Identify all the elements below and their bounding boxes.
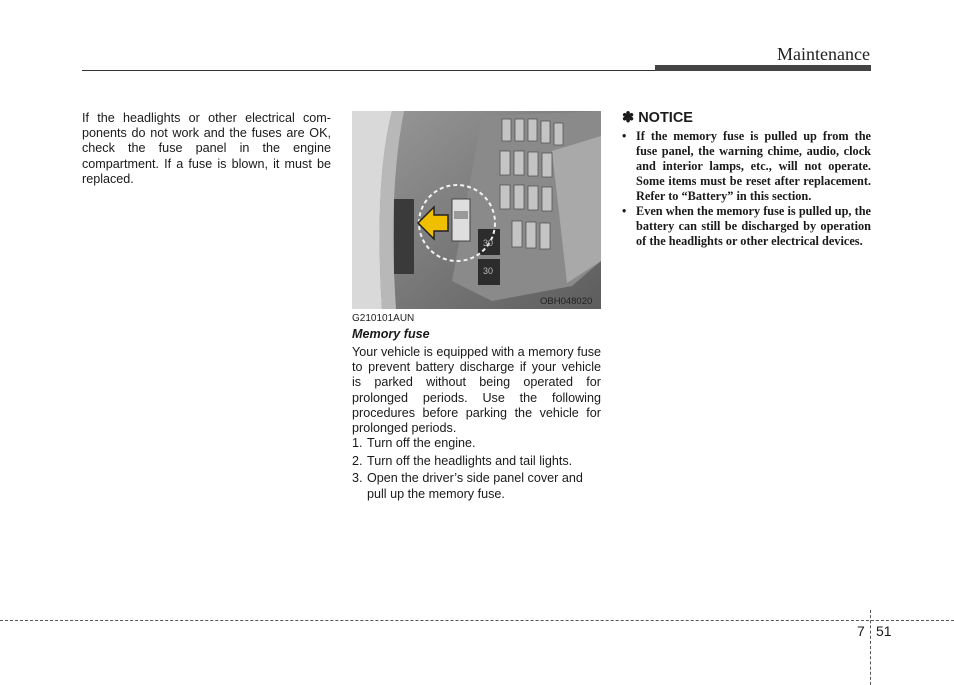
notice-bullet-text: If the memory fuse is pulled up from the fuse panel, the warning chime, audio, clock and interior lamps, etc., will not operate. Some items must be reset after replacement. Refer to “Battery” in this section. — [636, 129, 871, 203]
step-number: 3. — [352, 471, 363, 486]
page-header-title: Maintenance — [777, 44, 870, 64]
procedure-step — [352, 436, 602, 451]
step-text: Open the driver’s side panel cover and pull up the memory fuse. — [367, 471, 583, 501]
section-code: G210101AUN — [352, 313, 415, 324]
subheading: Memory fuse — [352, 327, 430, 341]
step-text: Turn off the engine. — [367, 436, 476, 450]
footer-divider — [870, 610, 871, 685]
step-number: 2. — [352, 453, 363, 468]
fuse-label: 30 — [483, 266, 494, 276]
procedure-step — [352, 454, 602, 469]
chapter-number: 7 — [857, 623, 865, 639]
intro-paragraph: If the headlights or other electrical com-ponents do not work and the fuses are OK, check the fuse panel in the engine compartment. If a fuse is blown, it must be replaced. — [82, 111, 331, 186]
figure-code: OBH048020 — [540, 296, 593, 307]
step-text: Turn off the headlights and tail lights. — [367, 453, 573, 468]
notice-title — [622, 110, 693, 126]
bullet-icon: • — [622, 204, 627, 218]
procedure-step — [352, 471, 602, 501]
notice-bullet — [622, 129, 871, 204]
header-rule-accent — [655, 65, 871, 71]
fuse-label: 30 — [483, 238, 494, 248]
memory-fuse-paragraph: Your vehicle is equipped with a memory fuse to prevent battery discharge if your vehicle is parked without being operated for prolonged periods. Use the following procedures before parking the vehicle for prolonged periods. — [352, 345, 601, 436]
footer-rule — [0, 620, 954, 621]
step-number: 1. — [352, 436, 363, 450]
fuse-panel-illustration — [352, 111, 601, 309]
notice-list — [622, 129, 871, 249]
fuse-panel-figure — [352, 111, 601, 309]
procedure-steps — [352, 436, 602, 504]
notice-bullet-text: Even when the memory fuse is pulled up, the battery can still be discharged by operation of the headlights or other electrical devices. — [636, 204, 871, 248]
bullet-icon: • — [622, 129, 627, 143]
notice-bullet — [622, 204, 871, 249]
notice-label: NOTICE — [638, 110, 693, 126]
page-number: 51 — [876, 623, 892, 639]
notice-icon: ✽ — [622, 110, 635, 126]
